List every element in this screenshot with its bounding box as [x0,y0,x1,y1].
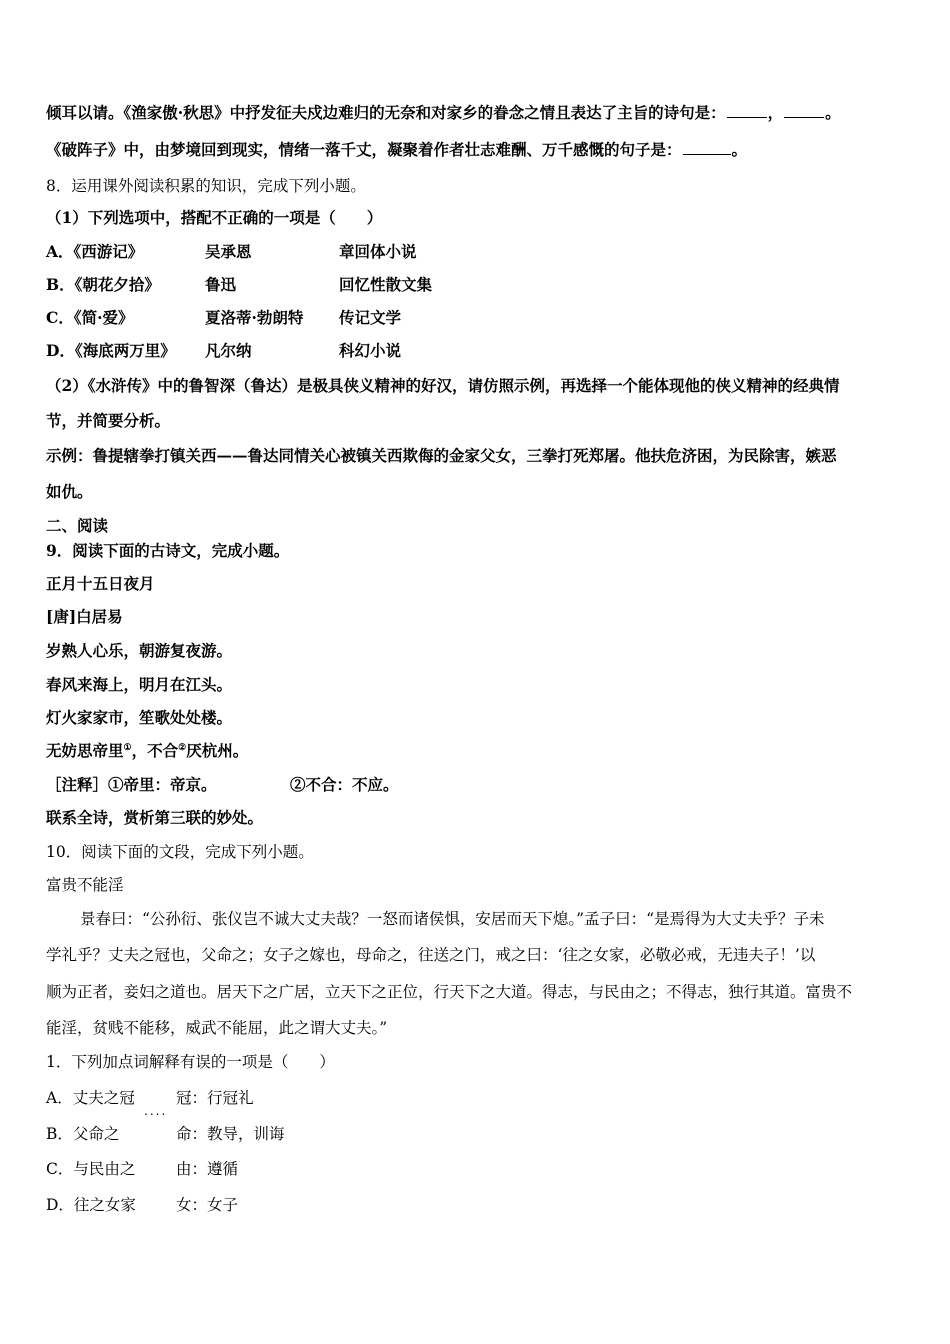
q8-example-line2: 如仇。 [46,482,93,501]
passage-line: 能淫，贫贱不能移，威武不能屈，此之谓大丈夫。” [46,1019,388,1037]
q10-sub1: 1．下列加点词解释有误的一项是（ ） [46,1053,335,1071]
passage-line: 顺为正者，妾妇之道也。居天下之广居，立天下之正位，行天下之大道。得志，与民由之；不得志，独行其道。富贵不 [46,983,853,1001]
q7-line1: 倾耳以请。《渔家傲·秋思》中抒发征夫戍边难归的无奈和对家乡的眷念之情且表达了主旨的诗句是： ， 。 [46,103,841,122]
q9-title: 9．阅读下面的古诗文，完成小题。 [46,541,290,560]
q8-sub2-line1: （2）《水浒传》中的鲁智深（鲁达）是极具侠义精神的好汉，请仿照示例，再选择一个能体现他的侠义精神的经典情 [46,376,840,395]
poem-title: 正月十五日夜月 [46,574,155,593]
footnote-ref: ② [178,742,187,753]
q9-question: 联系全诗，赏析第三联的妙处。 [46,808,264,827]
passage-title: 富贵不能淫 [46,876,124,894]
poem-line: 春风来海上，明月在江头。 [46,675,233,694]
poem-line-last: 无妨思帝里①，不合②厌杭州。 [46,741,249,760]
q8-sub2-line2: 节，并简要分析。 [46,411,171,430]
answer-blank[interactable] [727,103,767,118]
footnote-ref: ① [123,742,132,753]
q8-title: 8．运用课外阅读积累的知识，完成下列小题。 [46,177,366,195]
passage-line: 景春曰：“公孙衍、张仪岂不诚大丈夫哉？一怒而诸侯惧，安居而天下熄。”孟子曰：“是焉得为大丈夫乎？子未 [80,910,825,928]
passage-line: 学礼乎？丈夫之冠也，父命之；女子之嫁也，母命之，往送之门，戒之曰：‘往之女家，必敬必戒，无违夫子！’以 [46,946,816,964]
q8-sub1: （1）下列选项中，搭配不正确的一项是（ ） [46,208,383,227]
poem-line: 岁熟人心乐，朝游复夜游。 [46,641,233,660]
q7-line2: 《破阵子》中，由梦境回到现实，情绪一落千丈，凝聚着作者壮志难酬、万千感慨的句子是： 。 [46,140,748,159]
section-heading: 二、阅读 [46,516,109,535]
poem-line: 灯火家家市，笙歌处处楼。 [46,708,233,727]
poem-author: [唐]白居易 [46,607,123,626]
answer-blank[interactable] [784,103,824,118]
q10-title: 10．阅读下面的文段，完成下列小题。 [46,843,314,861]
emphasis-dots: .... [144,1104,168,1118]
q8-example-line1: 示例：鲁提辖拳打镇关西——鲁达同情关心被镇关西欺侮的金家父女，三拳打死郑屠。他扶危济困，为民除害，嫉恶 [46,446,837,465]
answer-blank[interactable] [683,140,731,155]
